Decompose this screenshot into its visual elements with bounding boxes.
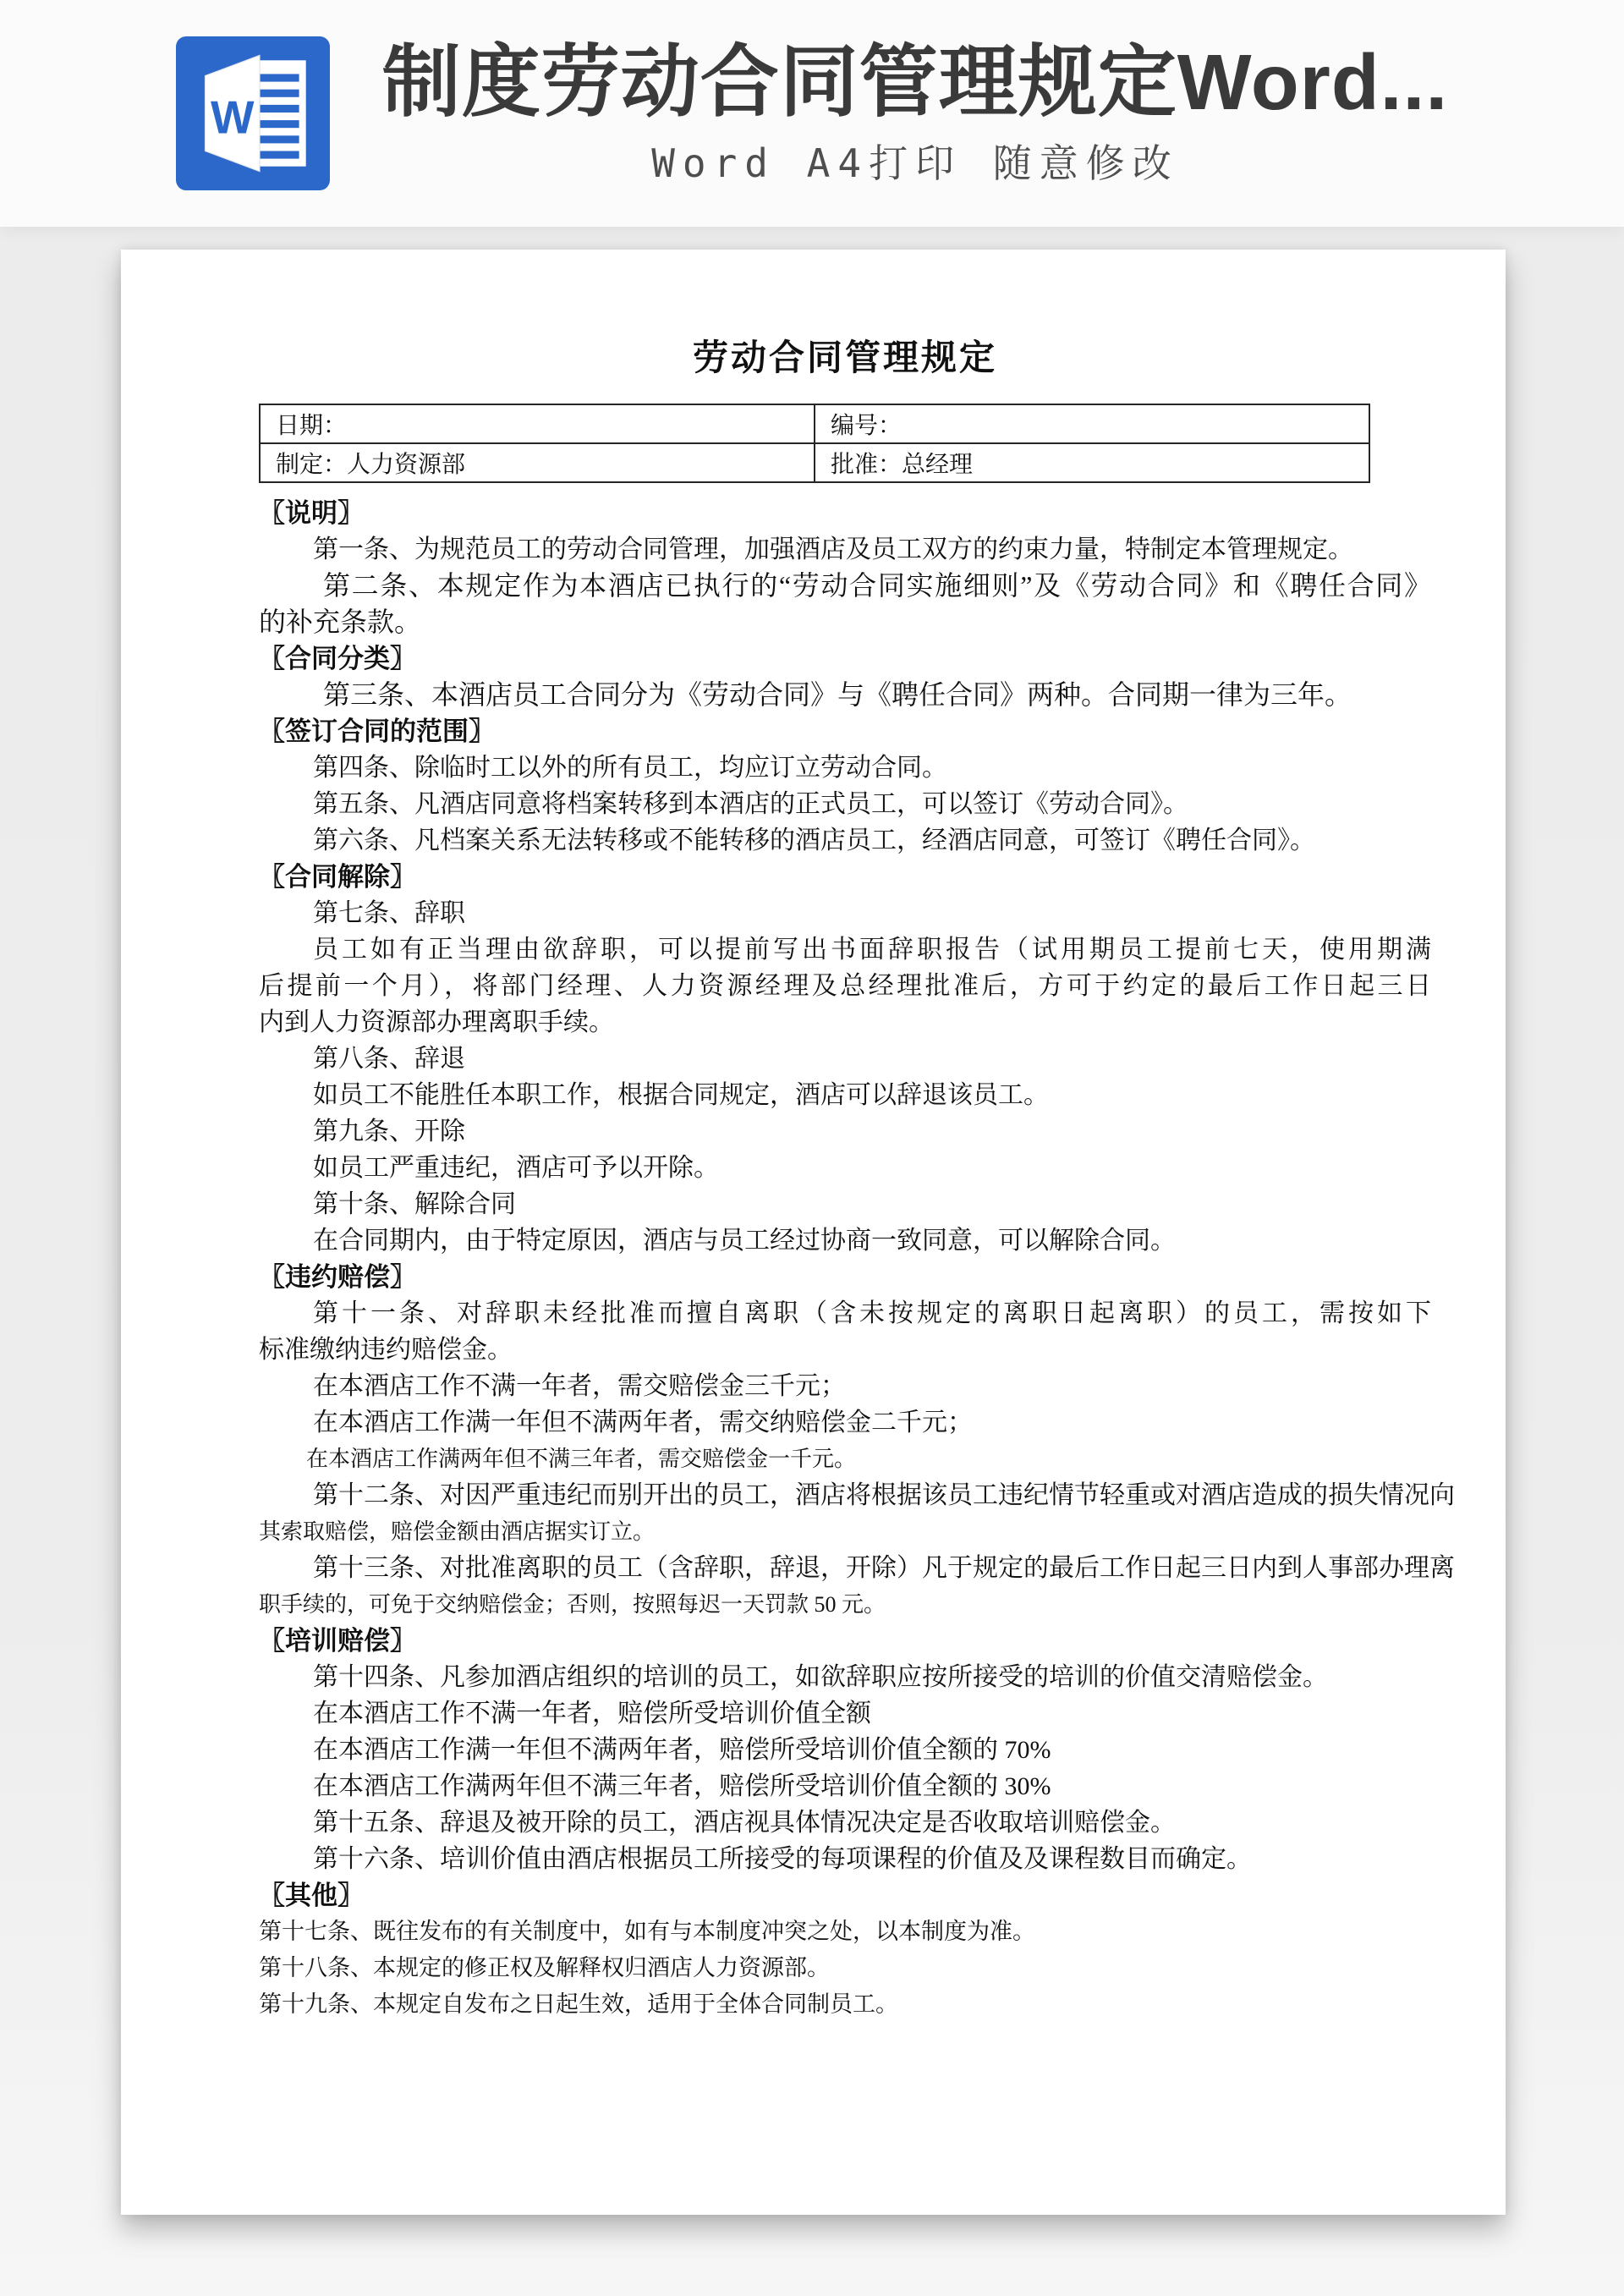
doc-line: 标准缴纳违约赔偿金。 — [259, 1336, 513, 1364]
doc-line: 第十五条、辞退及被开除的员工，酒店视具体情况决定是否收取培训赔偿金。 — [313, 1809, 1176, 1837]
doc-line: 在本酒店工作满一年但不满两年者，赔偿所受培训价值全额的 70% — [313, 1736, 1051, 1764]
doc-line: 员工如有正当理由欲辞职，可以提前写出书面辞职报告（试用期员工提前七天，使用期满 — [313, 936, 1431, 964]
doc-line: 后提前一个月），将部门经理、人力资源经理及总经理批准后，方可于约定的最后工作日起三日 — [259, 972, 1431, 1000]
table-cell-date: 日期： — [260, 404, 815, 443]
doc-line: 第四条、除临时工以外的所有员工，均应订立劳动合同。 — [313, 754, 947, 782]
doc-line: 第六条、凡档案关系无法转移或不能转移的酒店员工，经酒店同意，可签订《聘任合同》。 — [313, 827, 1315, 854]
template-title: 制度劳动合同管理规定Word... — [381, 37, 1449, 126]
doc-line: 第五条、凡酒店同意将档案转移到本酒店的正式员工，可以签订《劳动合同》。 — [313, 790, 1188, 818]
doc-line: 第九条、开除 — [313, 1118, 465, 1145]
table-cell-maker: 制定：人力资源部 — [260, 443, 815, 482]
doc-line: 第八条、辞退 — [313, 1045, 465, 1073]
doc-line: 〖说明〗 — [259, 498, 364, 528]
doc-line: 第三条、本酒店员工合同分为《劳动合同》与《聘任合同》两种。合同期一律为三年。 — [323, 679, 1352, 710]
doc-line: 第十六条、培训价值由酒店根据员工所接受的每项课程的价值及及课程数目而确定。 — [313, 1845, 1252, 1873]
document-content — [121, 250, 1506, 2023]
doc-line: 在合同期内，由于特定原因，酒店与员工经过协商一致同意，可以解除合同。 — [313, 1227, 1176, 1255]
doc-line: 在本酒店工作满两年但不满三年者，赔偿所受培训价值全额的 30% — [313, 1772, 1051, 1800]
template-subtitle: Word A4打印 随意修改 — [651, 140, 1179, 187]
doc-line: 第一条、为规范员工的劳动合同管理，加强酒店及员工双方的约束力量，特制定本管理规定。 — [313, 536, 1353, 563]
doc-line: 第十条、解除合同 — [313, 1190, 516, 1218]
document-title: 劳动合同管理规定 — [692, 339, 997, 378]
doc-line: 内到人力资源部办理离职手续。 — [259, 1008, 614, 1036]
doc-line: 如员工不能胜任本职工作，根据合同规定，酒店可以辞退该员工。 — [313, 1081, 1049, 1109]
table-cell-approver: 批准：总经理 — [815, 443, 1369, 482]
doc-line: 第十八条、本规定的修正权及解释权归酒店人力资源部。 — [259, 1955, 830, 1980]
doc-line: 第十九条、本规定自发布之日起生效，适用于全体合同制员工。 — [259, 1991, 898, 2017]
doc-line: 第十二条、对因严重违纪而别开出的员工，酒店将根据该员工违纪情节轻重或对酒店造成的损失情况向 — [313, 1481, 1455, 1509]
svg-text:W: W — [210, 91, 255, 144]
doc-line: 〖违约赔偿〗 — [259, 1262, 416, 1292]
doc-line: 第十七条、既往发布的有关制度中，如有与本制度冲突之处，以本制度为准。 — [259, 1919, 1035, 1944]
doc-line: 职手续的，可免于交纳赔偿金；否则，按照每迟一天罚款 50 元。 — [259, 1592, 886, 1617]
doc-line: 〖签订合同的范围〗 — [259, 717, 495, 746]
doc-line: 在本酒店工作不满一年者，赔偿所受培训价值全额 — [313, 1700, 871, 1727]
word-icon-svg — [176, 36, 330, 190]
table-cell-number: 编号： — [815, 404, 1369, 443]
doc-line: 〖培训赔偿〗 — [259, 1626, 416, 1656]
doc-lines — [259, 495, 1455, 2023]
doc-line: 第十一条、对辞职未经批准而擅自离职（含未按规定的离职日起离职）的员工，需按如下 — [313, 1299, 1431, 1327]
table-row — [260, 443, 1369, 482]
doc-line: 其索取赔偿，赔偿金额由酒店据实订立。 — [259, 1519, 656, 1544]
doc-line: 第十三条、对批准离职的员工（含辞职，辞退，开除）凡于规定的最后工作日起三日内到人事部办理离 — [313, 1554, 1455, 1582]
doc-line: 〖其他〗 — [259, 1881, 364, 1910]
document-page — [121, 250, 1506, 2215]
doc-line: 第二条、本规定作为本酒店已执行的“劳动合同实施细则”及《劳动合同》和《聘任合同》 — [323, 570, 1431, 601]
word-icon — [176, 36, 330, 190]
doc-line: 的补充条款。 — [259, 607, 422, 637]
doc-line: 〖合同分类〗 — [259, 644, 416, 673]
doc-line: 在本酒店工作满两年但不满三年者，需交赔偿金一千元。 — [306, 1447, 857, 1471]
info-table — [259, 404, 1370, 483]
doc-line: 第十四条、凡参加酒店组织的培训的员工，如欲辞职应按所接受的培训的价值交清赔偿金。 — [313, 1663, 1328, 1691]
doc-line: 在本酒店工作不满一年者，需交赔偿金三千元； — [313, 1372, 846, 1400]
doc-line: 〖合同解除〗 — [259, 862, 416, 892]
doc-line: 第七条、辞职 — [313, 899, 465, 927]
doc-line: 在本酒店工作满一年但不满两年者，需交纳赔偿金二千元； — [313, 1409, 973, 1436]
page-header — [0, 0, 1624, 227]
header-text-block — [382, 38, 1448, 189]
table-row — [260, 404, 1369, 443]
doc-line: 如员工严重违纪，酒店可予以开除。 — [313, 1154, 719, 1182]
